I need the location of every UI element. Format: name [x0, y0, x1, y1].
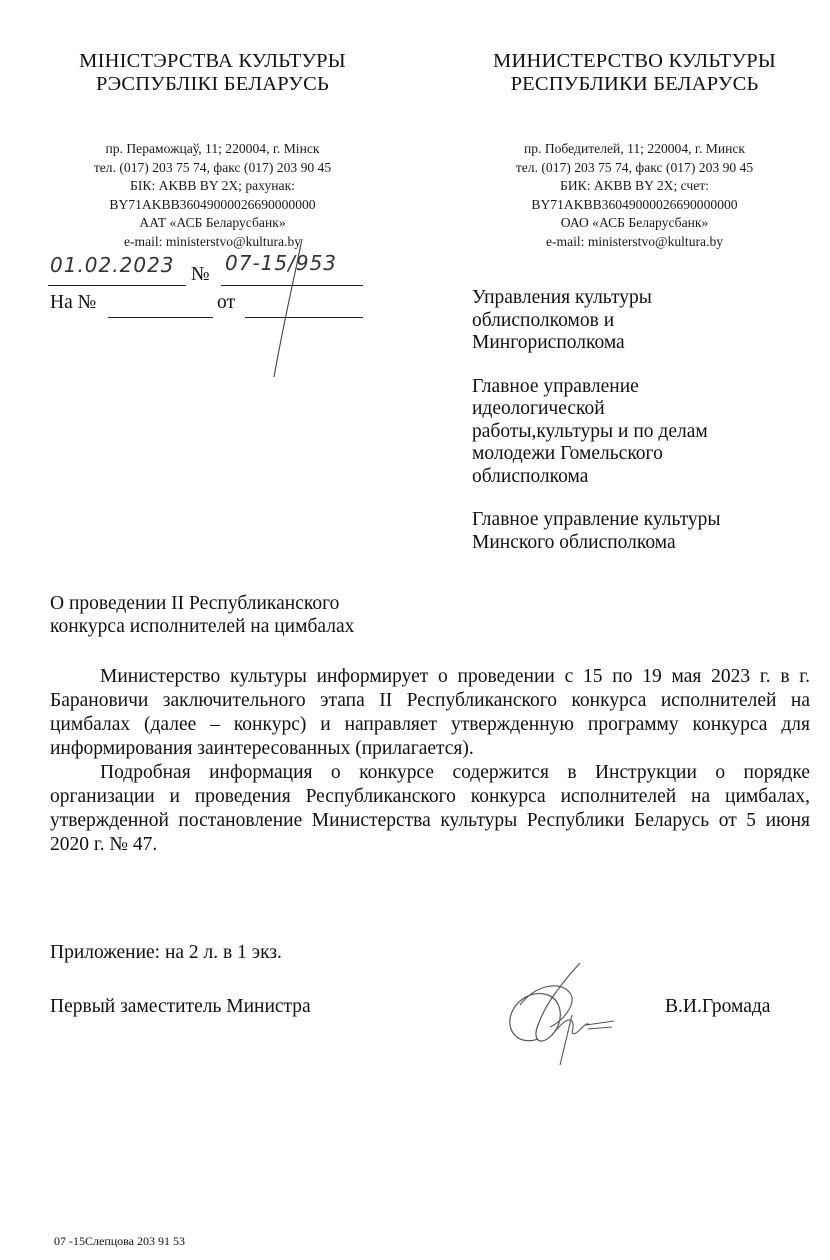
address-line: тел. (017) 203 75 74, факс (017) 203 90 45: [93, 159, 332, 175]
address-line: e-mail: ministerstvo@kultura.by: [545, 233, 724, 249]
body-paragraph: Подробная информация о конкурсе содержится в Инструкции о порядке организации и проведения Республиканского конкурса исполнителей на цимбалах, утвержденной постановление Министерства культуры Республики Беларусь от 5 июня 2020 г. № 47.: [50, 762, 810, 855]
ministry-name-by-line2: РЭСПУБЛІКІ БЕЛАРУСЬ: [96, 73, 329, 95]
signatory-position: Первый заместитель Министра: [50, 996, 311, 1017]
registration-date-handwritten: 01.02.2023: [50, 253, 175, 277]
registration-date-underline: [48, 285, 186, 286]
address-line: BY71AKBB36049000026690000000: [109, 196, 316, 212]
address-block-ru: [462, 140, 807, 252]
addressee-group: [472, 287, 812, 355]
addressee-line: Минского облисполкома: [472, 531, 676, 553]
attachment-note: Приложение: на 2 л. в 1 экз.: [50, 942, 282, 963]
body-paragraph: Министерство культуры информирует о проведении с 15 по 19 мая 2023 г. в г. Барановичи заключительного этапа II Республиканского конкурса исполнителей на цимбалах (далее – конкурс) и направляет утвержденную программу конкурса для информирования заинтересованных (прилагается).: [50, 666, 810, 759]
reference-underline: [108, 317, 213, 318]
letter-subject: [50, 593, 470, 638]
address-line: пр. Пераможцаў, 11; 220004, г. Мінск: [105, 141, 320, 156]
subject-line: О проведении II Республиканского: [50, 593, 340, 614]
addressee-line: молодежи Гомельского: [472, 443, 663, 464]
subject-line: конкурса исполнителей на цимбалах: [50, 615, 355, 637]
registration-number-handwritten: 07-15/953: [225, 251, 338, 275]
addressee-line: Мингорисполкома: [472, 332, 625, 353]
pen-stroke-mark: [250, 235, 310, 385]
addressee-group: [472, 509, 812, 554]
address-line: e-mail: ministerstvo@kultura.by: [123, 233, 302, 249]
addressee-line: облисполкома: [472, 465, 589, 487]
signatory-name: В.И.Громада: [665, 996, 771, 1017]
address-line: БИК: AKBB BY 2X; счет:: [560, 178, 709, 194]
letter-body: [50, 665, 810, 857]
reference-label: На №: [50, 292, 97, 313]
addressee-line: Главное управление культуры: [472, 509, 721, 530]
ministry-name-ru-line1: МИНИСТЕРСТВО КУЛЬТУРЫ: [493, 50, 776, 72]
ministry-name-by: [40, 50, 385, 96]
address-line: ААТ «АСБ Беларусбанк»: [139, 215, 286, 231]
address-line: пр. Победителей, 11; 220004, г. Минск: [523, 141, 746, 156]
ministry-name-ru-line2: РЕСПУБЛИКИ БЕЛАРУСЬ: [510, 73, 759, 95]
addressee-line: Главное управление: [472, 375, 639, 397]
addressee-line: облисполкомов и: [472, 309, 615, 331]
address-line: БІК: AKBB BY 2X; рахунак:: [130, 178, 295, 194]
handwritten-signature: [490, 955, 620, 1070]
ministry-name-by-line1: МІНІСТЭРСТВА КУЛЬТУРЫ: [79, 50, 346, 72]
address-line: тел. (017) 203 75 74, факс (017) 203 90 45: [515, 159, 754, 175]
from-label: от: [217, 292, 236, 313]
address-line: ОАО «АСБ Беларусбанк»: [560, 215, 709, 231]
addressee-group: [472, 376, 812, 489]
addressee-line: идеологической: [472, 398, 605, 419]
executor-footer: 07 -15Слепцова 203 91 53: [54, 1234, 185, 1248]
ministry-name-ru: [462, 50, 807, 96]
address-line: BY71AKBB36049000026690000000: [531, 196, 738, 212]
addressee-line: Управления культуры: [472, 287, 652, 308]
registration-number-sign: №: [191, 264, 210, 285]
address-block-by: [40, 140, 385, 252]
addressee-line: работы,культуры и по делам: [472, 420, 708, 442]
addressee-block: [472, 287, 812, 554]
